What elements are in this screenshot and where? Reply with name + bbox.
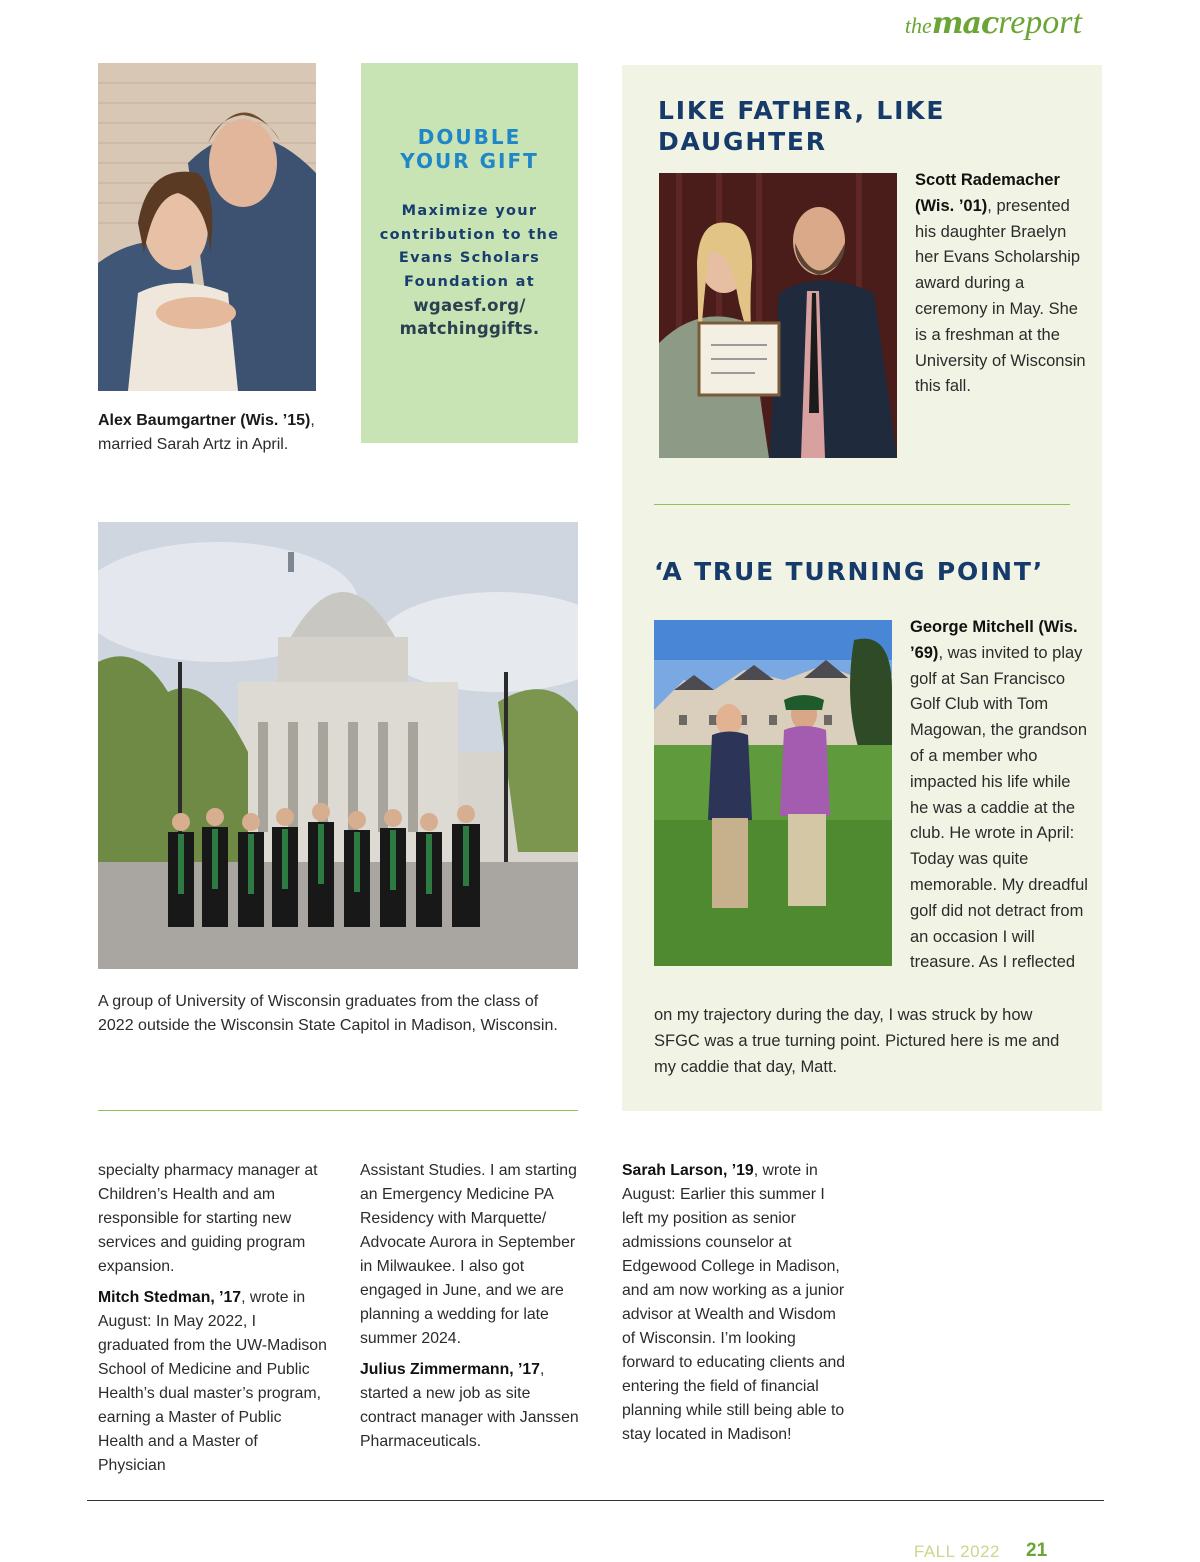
golf-course-photo [654,620,892,966]
masthead-report: report [998,4,1082,41]
col2-name: Julius Zimmermann, ’17 [360,1361,540,1378]
col2-text: , started a new job as site contract manager with Janssen Pharmaceuticals. [360,1361,579,1450]
page-number: 21 [1026,1540,1048,1561]
double-your-gift-box [361,63,578,443]
col3-name: Sarah Larson, ’19 [622,1162,754,1179]
notes-column-3 [622,1159,848,1454]
masthead-the: the [904,13,932,38]
gift-url-line1: wgaesf.org/ [413,296,526,315]
footer-rule [87,1500,1104,1501]
wedding-photo [98,63,316,391]
notes-column-1 [98,1159,328,1485]
wedding-text: , married Sarah Artz in April. [98,412,315,453]
masthead-mac: mac [931,6,999,41]
father-story-name: Scott Rademacher (Wis. ’01) [915,171,1060,215]
gift-body-line: Evans Scholars [398,250,541,266]
turning-point-text [910,615,1090,976]
gift-title-line2: YOUR GIFT [400,149,539,173]
father-headline-line2: DAUGHTER [658,127,827,156]
col3-note [622,1159,848,1447]
wedding-name: Alex Baumgartner (Wis. ’15) [98,412,311,429]
gift-url-line2: matchinggifts. [399,319,540,338]
gift-body-line: contribution to the [379,226,560,243]
gift-title-line1: DOUBLE [417,125,522,149]
footer-issue: FALL 2022 [913,1542,1000,1561]
father-daughter-photo [659,173,897,458]
father-headline-line1: LIKE FATHER, LIKE [658,96,946,125]
gift-body [361,200,578,340]
masthead-logo [905,4,1082,42]
turning-point-continued: on my trajectory during the day, I was struck by how SFGC was a true turning point. Pictured here is me and my caddie that day, Matt. [654,1006,1060,1076]
col1-text: , wrote in August: In May 2022, I graduated from the UW-Madison School of Medicine and Public Health’s dual master’s program, earning a Master of Public Health and a Master of Physician [98,1289,327,1474]
left-divider [98,1110,578,1111]
graduates-caption: A group of University of Wisconsin graduates from the class of 2022 outside the Wisconsin State Capitol in Madison, Wisconsin. [98,993,558,1034]
turning-point-body: , was invited to play golf at San Francisco Golf Club with Tom Magowan, the grandson of a member who impacted his life while he was a caddie at the club. He wrote in April: Today was quite memorable. My dreadful golf did not detract from an occasion I will treasure. As I reflected [910,643,1088,972]
father-story-text [915,168,1093,400]
capitol-graduates-photo [98,522,578,969]
panel-divider [654,504,1070,505]
col1-intro: specialty pharmacy manager at Children’s Health and am responsible for starting new services and guiding program expansion. [98,1162,318,1275]
father-story-body: , presented his daughter Braelyn her Evans Scholarship award during a ceremony in May. She is a freshman at the University of Wisconsin this fall. [915,196,1086,396]
col3-text: , wrote in August: Earlier this summer I left my position as senior admissions counselor at Edgewood College in Madison, and am now working as a junior advisor at Wealth and Wisdom of Wisconsin. I’m looking forward to educating clients and entering the field of financial planning while still being able to stay located in Madison! [622,1162,846,1443]
father-story-headline [658,95,1078,157]
turning-point-name: George Mitchell (Wis. ’69) [910,618,1078,662]
col2-note [360,1358,582,1454]
gift-body-line: Maximize your [401,203,538,219]
turning-point-headline: ‘A TRUE TURNING POINT’ [654,557,1044,586]
wedding-caption [98,409,328,457]
gift-body-line: Foundation at [404,273,535,290]
col2-intro: Assistant Studies. I am starting an Emergency Medicine PA Residency with Marquette/ Advocate Aurora in September in Milwaukee. I also got engaged in June, and we are planning a wedding for late summer 2024. [360,1162,577,1347]
gift-title [361,125,578,173]
col1-name: Mitch Stedman, ’17 [98,1289,242,1306]
notes-column-2 [360,1159,582,1461]
col1-note [98,1286,328,1478]
